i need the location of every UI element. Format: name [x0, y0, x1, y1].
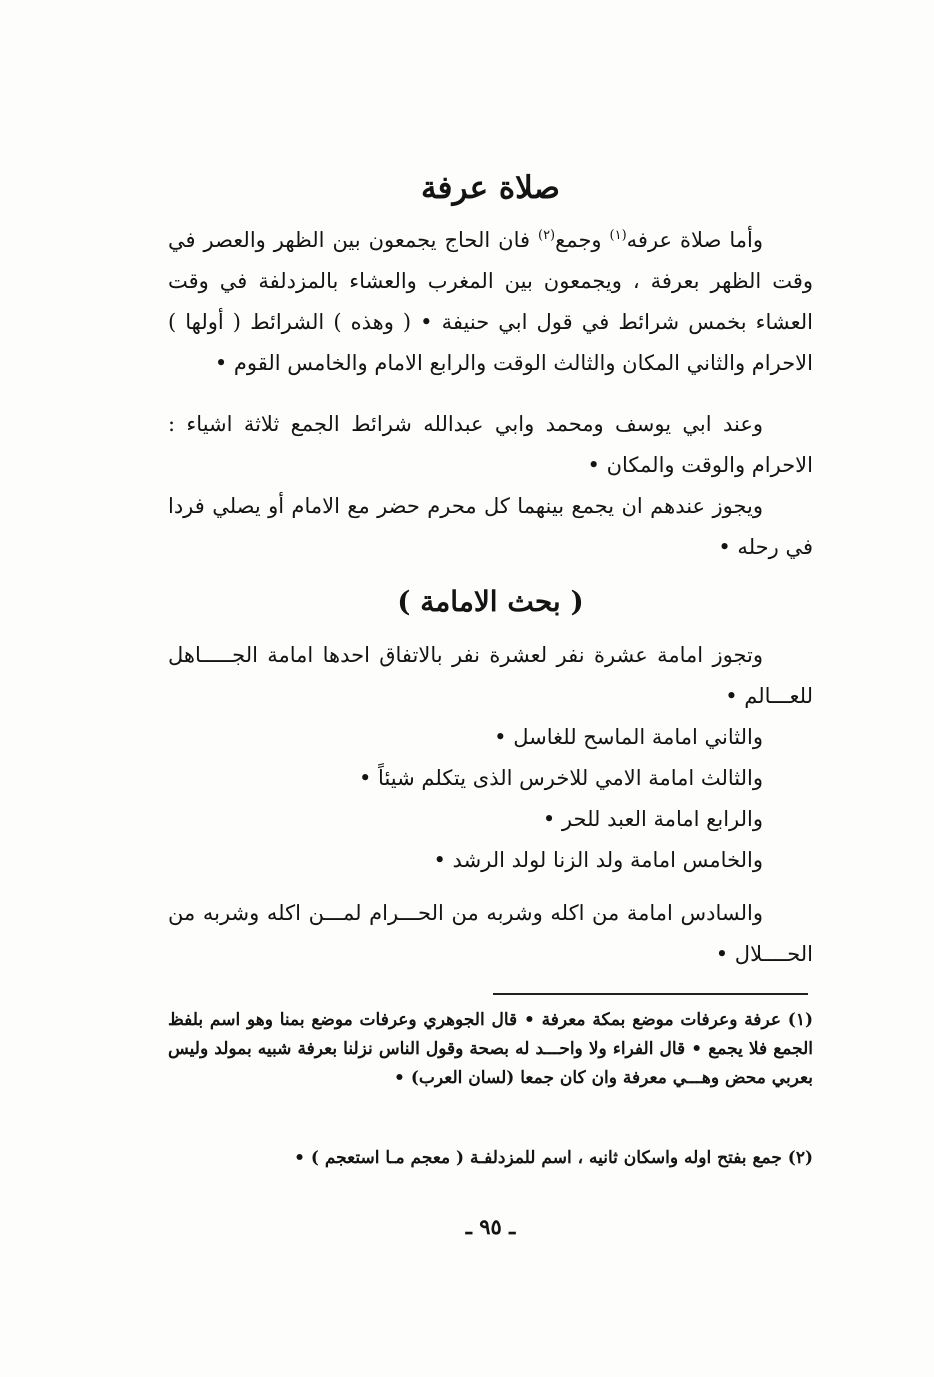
- page-number: ـ ٩٥ ـ: [465, 1214, 516, 1239]
- paragraph-text: وجمع: [555, 228, 610, 252]
- imamate-list: [168, 717, 813, 881]
- list-item: والثالث امامة الامي للاخرس الذى يتكلم شيئاً •: [359, 766, 763, 790]
- paragraph-arafah-combining: [168, 220, 813, 384]
- paragraph-sixth-case: والسادس امامة من اكله وشربه من الحـــرام لمـــن اكله وشربه من الحــــلال •: [168, 901, 813, 966]
- paragraph-abu-yusuf-opinion: وعند ابي يوسف ومحمد وابي عبدالله شرائط الجمع ثلاثة اشياء : الاحرام والوقت والمكان •: [168, 412, 813, 477]
- footnote-1: (١) عرفة وعرفات موضع بمكة معرفة • قال الجوهري وعرفات موضع بمنا وهو اسم بلفظ الجمع فلا يجمع • قال الفراء ولا واحـــد له بصحة وقول الناس نزلنا بعرفة شبيه بمولد وليس بعربي محض وهـــي معرفة وان كان جمعا (لسان العرب) •: [168, 1010, 813, 1088]
- paragraph-individual-combining: ويجوز عندهم ان يجمع بينهما كل محرم حضر مع الامام أو يصلي فردا في رحله •: [168, 494, 813, 559]
- footnote-divider: [493, 993, 808, 995]
- list-item: والخامس امامة ولد الزنا لولد الرشد •: [433, 848, 763, 872]
- footnote-reference-1[interactable]: (١): [609, 228, 627, 243]
- footnote-2: (٢) جمع بفتح اوله واسكان ثانيه ، اسم للمزدلفـة ( معجم مـا استعجم ) •: [294, 1148, 813, 1168]
- list-item: والرابع امامة العبد للحر •: [542, 807, 763, 831]
- footnote-reference-2[interactable]: (٢): [537, 228, 556, 243]
- paragraph-text: فان الحاج يجمعون بين الظهر والعصر في وقت الظهر بعرفة ، ويجمعون بين المغرب والعشاء بالمزدلفة في وقت العشاء بخمس شرائط في قول ابي حنيفة • ( وهذه ) الشرائط ( أولها ) الاحرام والثاني المكان والثالث الوقت والرابع الامام والخامس القوم •: [168, 228, 813, 375]
- section-title-imamate: ( بحث الامامة ): [397, 585, 584, 618]
- paragraph-imamate-intro: وتجوز امامة عشرة نفر لعشرة نفر بالاتفاق احدها امامة الجـــــاهل للعـــالم •: [168, 643, 813, 708]
- list-item: والثاني امامة الماسح للغاسل •: [494, 725, 763, 749]
- section-title-arafah-prayer: صلاة عرفة: [421, 170, 560, 206]
- paragraph-text: وأما صلاة عرفه: [626, 228, 763, 252]
